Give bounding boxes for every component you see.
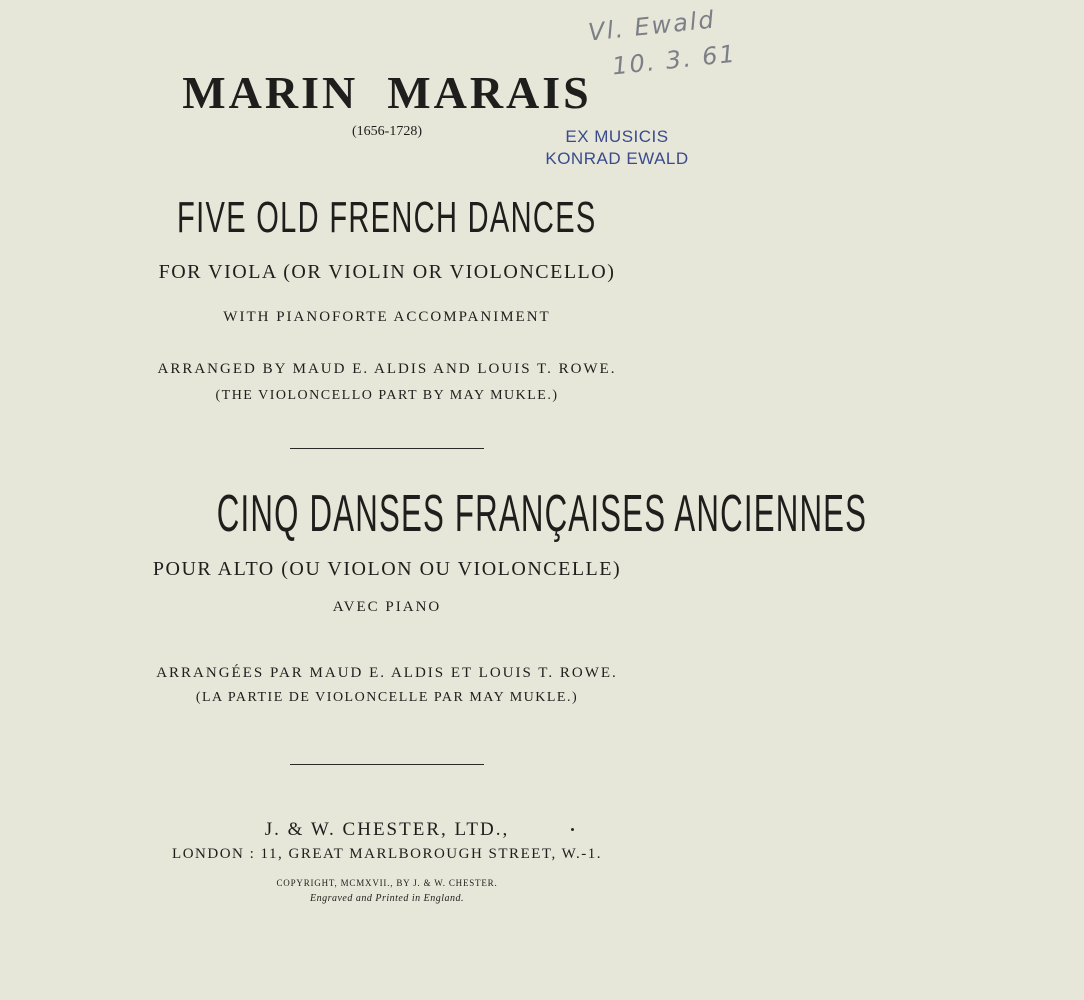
english-accompaniment: WITH PIANOFORTE ACCOMPANIMENT <box>223 309 551 325</box>
english-instrumentation: FOR VIOLA (OR VIOLIN OR VIOLONCELLO) <box>158 261 616 283</box>
publisher-name: J. & W. CHESTER, LTD., <box>264 819 510 840</box>
english-cello-part: (THE VIOLONCELLO PART BY MAY MUKLE.) <box>215 388 559 403</box>
french-accompaniment: AVEC PIANO <box>332 599 442 615</box>
english-title-text: FIVE OLD FRENCH DANCES <box>177 193 597 242</box>
handwritten-date: 10. 3. 61 <box>610 39 738 81</box>
french-instrumentation: POUR ALTO (OU VIOLON OU VIOLONCELLE) <box>152 558 622 580</box>
english-title <box>0 192 774 243</box>
composer-dates: (1656-1728) <box>352 124 422 139</box>
french-title-text: CINQ DANSES FRANÇAISES ANCIENNES <box>216 485 868 543</box>
divider-rule-1 <box>290 448 484 449</box>
english-arranged-by: ARRANGED BY MAUD E. ALDIS AND LOUIS T. ROWE. <box>157 361 617 377</box>
french-arranged-by: ARRANGÉES PAR MAUD E. ALDIS ET LOUIS T. ROWE. <box>156 665 618 681</box>
stray-dot <box>571 828 574 831</box>
french-title <box>0 484 868 544</box>
french-cello-part: (LA PARTIE DE VIOLONCELLE PAR MAY MUKLE.) <box>195 690 579 705</box>
stamp-line-1: EX MUSICIS <box>565 127 669 146</box>
stamp-line-2: KONRAD EWALD <box>545 149 689 168</box>
publisher-address: LONDON : 11, GREAT MARLBOROUGH STREET, W.-1. <box>172 846 602 862</box>
divider-rule-2 <box>290 764 484 765</box>
copyright-notice: COPYRIGHT, MCMXVII., BY J. & W. CHESTER. <box>276 878 498 888</box>
composer-name: MARIN MARAIS <box>182 67 592 118</box>
printed-in-england: Engraved and Printed in England. <box>309 893 465 904</box>
handwritten-owner-name: Vl. Ewald <box>586 5 717 47</box>
